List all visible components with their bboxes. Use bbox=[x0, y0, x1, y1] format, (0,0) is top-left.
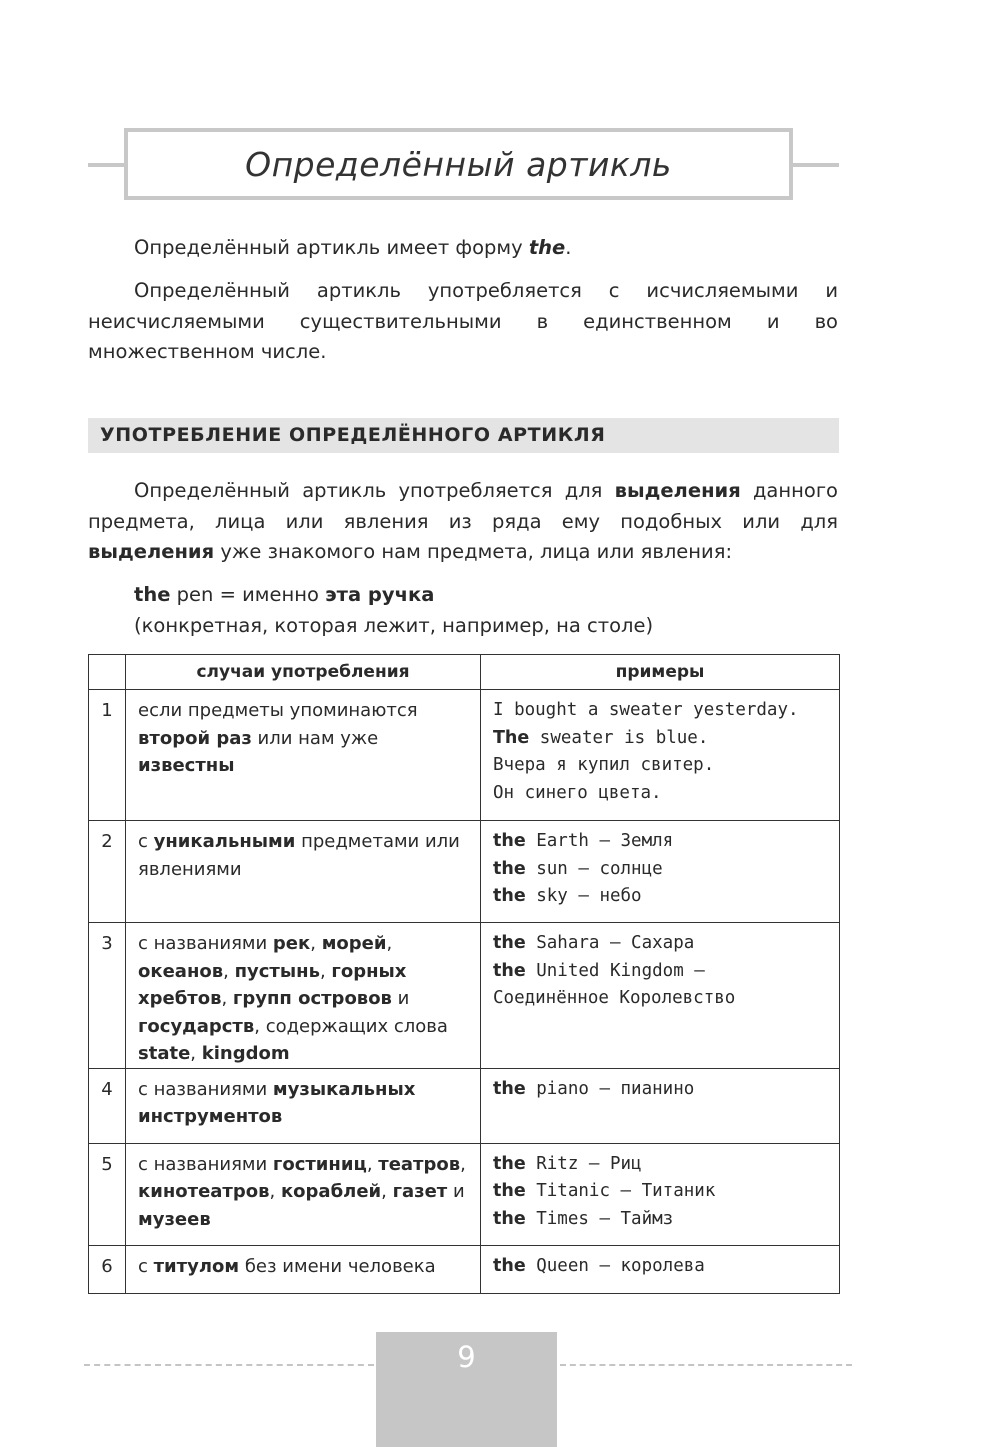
table-row bbox=[89, 1068, 840, 1143]
example-line bbox=[493, 930, 827, 958]
example-line bbox=[493, 1076, 827, 1104]
case-bold: морей bbox=[321, 933, 387, 954]
case-text: с bbox=[138, 831, 154, 852]
case-bold: state bbox=[138, 1043, 191, 1064]
example-text: Sahara — Сахара bbox=[525, 933, 695, 953]
section-text-e: уже знакомого нам предмета, лица или явления: bbox=[214, 540, 733, 563]
case-text: , bbox=[190, 1043, 202, 1064]
example-text: Earth — Земля bbox=[525, 831, 674, 851]
section-heading-bar bbox=[88, 418, 839, 453]
example-the: the bbox=[493, 1208, 526, 1229]
table-row bbox=[89, 821, 840, 923]
case-bold: океанов bbox=[138, 960, 224, 982]
example-text: sweater is blue. bbox=[529, 727, 709, 748]
case-text: , bbox=[223, 960, 235, 982]
example-text: sky — небо bbox=[525, 886, 642, 906]
example-pen: pen = именно bbox=[170, 583, 326, 606]
example-the: the bbox=[493, 1181, 526, 1201]
intro-p1-suffix: . bbox=[565, 236, 572, 259]
table-row bbox=[89, 1143, 840, 1245]
section-paragraph bbox=[88, 476, 838, 568]
intro-p1-text: Определённый артикль имеет форму bbox=[134, 236, 529, 259]
case-bold: театров bbox=[378, 1153, 461, 1175]
case-text: и bbox=[447, 1181, 465, 1202]
example-line: I bought a sweater yesterday. bbox=[493, 700, 799, 720]
row-examples bbox=[481, 923, 840, 1069]
page-number-tab bbox=[376, 1332, 557, 1447]
row-case bbox=[126, 1245, 481, 1293]
footer-divider-right bbox=[560, 1364, 852, 1366]
intro-paragraph-2: Определённый артикль употребляется с исчисляемыми и неисчисляемыми существительными в единственном и во множественном числе. bbox=[88, 279, 838, 363]
row-number: 1 bbox=[89, 690, 126, 821]
case-bold: второй раз bbox=[138, 727, 252, 749]
case-text: если предметы упоминаются bbox=[138, 700, 418, 721]
case-text: предметами или явлениями bbox=[138, 831, 460, 880]
intro-paragraph-1 bbox=[88, 233, 838, 264]
case-text: , bbox=[386, 933, 393, 954]
page-number: 9 bbox=[457, 1340, 476, 1374]
page-title: Определённый артикль bbox=[245, 144, 672, 184]
example-line: Он синего цвета. bbox=[493, 782, 662, 803]
case-bold: кинотеатров bbox=[138, 1181, 270, 1202]
case-text: с bbox=[138, 1255, 154, 1277]
case-bold: известны bbox=[138, 755, 235, 776]
case-text: , bbox=[310, 933, 322, 954]
example-text: Titanic — Титаник bbox=[525, 1181, 716, 1201]
example-line bbox=[493, 1253, 827, 1281]
case-bold: гостиниц bbox=[272, 1153, 367, 1175]
header-examples: примеры bbox=[481, 655, 840, 690]
section-text-a: Определённый артикль употребляется для bbox=[134, 479, 615, 502]
case-text: и bbox=[391, 988, 410, 1009]
table-row bbox=[89, 1245, 840, 1293]
table-row bbox=[89, 923, 840, 1069]
table-header-row bbox=[89, 655, 840, 690]
example-text: Queen — королева bbox=[525, 1255, 705, 1276]
example-the: the bbox=[493, 886, 526, 906]
section-text-c: данного предмета, лица или явления из ряда ему подобных или для bbox=[88, 479, 838, 533]
example-the: the bbox=[493, 1078, 526, 1099]
case-bold: пустынь bbox=[234, 960, 320, 982]
title-frame bbox=[124, 128, 793, 200]
example-the: the bbox=[493, 858, 526, 879]
case-bold: горных хребтов bbox=[138, 960, 407, 1009]
example-line bbox=[493, 1206, 827, 1234]
row-number: 5 bbox=[89, 1143, 126, 1245]
title-decor-line-left bbox=[88, 163, 128, 167]
case-text: , bbox=[381, 1181, 393, 1202]
case-text: с названиями bbox=[138, 1078, 273, 1100]
row-number: 6 bbox=[89, 1245, 126, 1293]
row-number: 3 bbox=[89, 923, 126, 1069]
case-text: или нам уже bbox=[251, 727, 379, 749]
row-examples bbox=[481, 1245, 840, 1293]
case-bold: титулом bbox=[153, 1255, 240, 1277]
case-bold: газет bbox=[392, 1181, 448, 1202]
case-bold: уникальными bbox=[153, 831, 296, 852]
row-case bbox=[126, 821, 481, 923]
case-bold: музеев bbox=[138, 1208, 211, 1230]
section-bold-1: выделения bbox=[614, 479, 741, 502]
example-line: Соединённое Королевство bbox=[493, 988, 736, 1008]
example-note: (конкретная, которая лежит, например, на столе) bbox=[134, 614, 654, 637]
case-text: с названиями bbox=[138, 933, 273, 954]
case-text: , bbox=[460, 1153, 466, 1175]
usage-table bbox=[88, 654, 840, 1294]
case-bold: kingdom bbox=[201, 1043, 290, 1064]
case-bold: рек bbox=[272, 933, 311, 954]
example-text: sun — солнце bbox=[525, 858, 663, 879]
row-case bbox=[126, 690, 481, 821]
example-line bbox=[493, 958, 827, 986]
case-text: , содержащих слова bbox=[254, 1015, 448, 1037]
example-meaning: эта ручка bbox=[325, 583, 435, 606]
row-examples bbox=[481, 821, 840, 923]
row-examples bbox=[481, 690, 840, 821]
example-line bbox=[493, 1178, 827, 1206]
case-text: , bbox=[319, 960, 332, 982]
row-case bbox=[126, 1068, 481, 1143]
example-line bbox=[493, 828, 827, 856]
footer-divider-left bbox=[84, 1364, 374, 1366]
example-line: Вчера я купил свитер. bbox=[493, 755, 715, 775]
example-the: the bbox=[493, 1153, 526, 1174]
example-text: piano — пианино bbox=[525, 1078, 695, 1099]
case-bold: государств bbox=[138, 1015, 255, 1037]
row-case bbox=[126, 923, 481, 1069]
row-case bbox=[126, 1143, 481, 1245]
example-the: the bbox=[493, 1255, 526, 1276]
example-the: The bbox=[493, 727, 530, 748]
section-heading: УПОТРЕБЛЕНИЕ ОПРЕДЕЛЁННОГО АРТИКЛЯ bbox=[100, 424, 606, 446]
example-text: United Kingdom — bbox=[525, 960, 705, 981]
case-text: , bbox=[221, 988, 233, 1009]
case-bold: музыкальных инструментов bbox=[138, 1078, 416, 1127]
intro-p1-word: the bbox=[528, 236, 566, 259]
case-text: , bbox=[269, 1181, 281, 1202]
case-text: с названиями bbox=[138, 1153, 273, 1175]
example-the: the bbox=[493, 960, 526, 981]
example-text: Times — Таймз bbox=[525, 1208, 674, 1229]
example-line bbox=[134, 580, 434, 610]
case-text: , bbox=[366, 1153, 379, 1175]
example-the: the bbox=[493, 831, 526, 851]
section-bold-2: выделения bbox=[88, 540, 215, 563]
row-number: 4 bbox=[89, 1068, 126, 1143]
row-examples bbox=[481, 1143, 840, 1245]
header-cases: случаи употребления bbox=[126, 655, 481, 690]
example-the: the bbox=[134, 583, 171, 606]
example-line bbox=[493, 725, 827, 753]
example-line bbox=[493, 856, 827, 884]
example-text: Ritz — Риц bbox=[525, 1153, 642, 1174]
example-the: the bbox=[493, 933, 526, 953]
case-bold: кораблей bbox=[280, 1181, 382, 1202]
example-line bbox=[493, 1151, 827, 1179]
case-text: без имени человека bbox=[239, 1255, 436, 1277]
example-line bbox=[493, 883, 827, 911]
table-row bbox=[89, 690, 840, 821]
header-num bbox=[89, 655, 126, 690]
case-bold: групп островов bbox=[232, 988, 392, 1009]
row-number: 2 bbox=[89, 821, 126, 923]
title-decor-line-right bbox=[793, 163, 839, 167]
row-examples bbox=[481, 1068, 840, 1143]
